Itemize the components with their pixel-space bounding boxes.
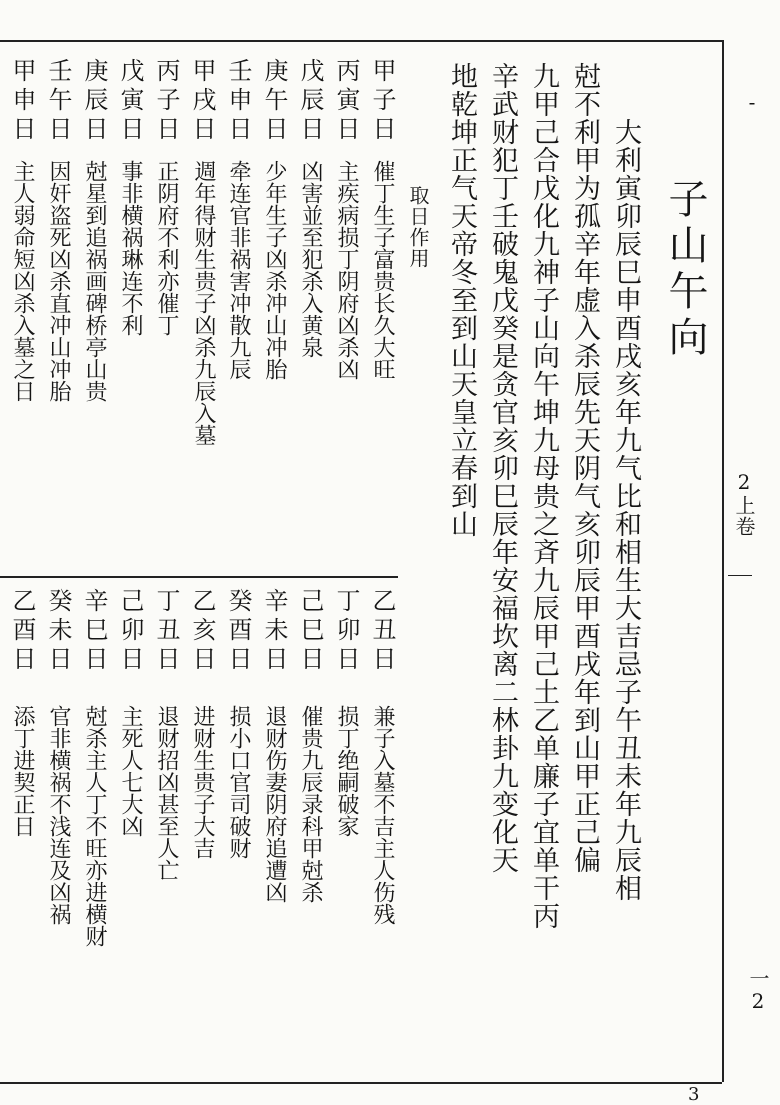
- day-label: 辛未日: [260, 588, 288, 675]
- day-effect: 主死人七大凶: [118, 705, 143, 837]
- day-label: 乙丑日: [368, 588, 396, 675]
- day-effect: 添丁进契正日: [10, 705, 35, 837]
- day-effect: 兼子入墓不吉主人伤残: [370, 705, 395, 925]
- day-label: 乙酉日: [8, 588, 36, 675]
- margin-volume-note: 2上卷: [732, 470, 756, 537]
- page-number: 3: [688, 1084, 700, 1105]
- margin-mark-top: -: [740, 90, 764, 115]
- day-label: 癸未日: [44, 588, 72, 675]
- day-effect: 少年生子凶杀冲山冲胎: [262, 160, 287, 380]
- day-label: 癸酉日: [224, 588, 252, 675]
- day-effect: 退财招凶甚至人亡: [154, 705, 179, 881]
- bottom-rule: [0, 1082, 722, 1084]
- middle-divider: [0, 576, 398, 578]
- day-effect: 主疾病损丁阴府凶杀凶: [334, 160, 359, 380]
- day-label: 庚辰日: [80, 58, 108, 145]
- day-effect: 进财生贵子大吉: [190, 705, 215, 859]
- day-effect: 凶害並至犯杀入黄泉: [298, 160, 323, 358]
- day-effect: 週年得财生贵子凶杀九辰入墓: [191, 160, 216, 446]
- day-effect: 催贵九辰录科甲尅杀: [298, 705, 323, 903]
- top-rule: [0, 40, 722, 42]
- day-label: 丁卯日: [332, 588, 360, 675]
- day-label: 丙寅日: [332, 58, 360, 145]
- intro-line: 尅不利甲为孤辛年虚入杀辰先天阴气亥卯辰甲酉戌年到山甲正己偏: [569, 62, 600, 874]
- day-label: 庚午日: [260, 58, 288, 145]
- day-effect: 牵连官非祸害冲散九辰: [226, 160, 251, 380]
- day-effect: 退财伤妻阴府追遭凶: [262, 705, 287, 903]
- day-effect: 因奸盗死凶杀直冲山冲胎: [46, 160, 71, 402]
- day-effect: 尅星到追祸画碑桥亭山贵: [82, 160, 107, 402]
- intro-line: 九甲己合戊化九神子山向午坤九母贵之斉九辰甲己土乙单廉子宜单干丙: [528, 62, 559, 930]
- day-label: 丁丑日: [152, 588, 180, 675]
- right-rule: [722, 40, 724, 1082]
- day-label: 乙亥日: [188, 588, 216, 675]
- day-label: 戊寅日: [116, 58, 144, 145]
- day-label: 辛巳日: [80, 588, 108, 675]
- day-effect: 正阴府不利亦催丁: [154, 160, 179, 336]
- day-label: 丙子日: [152, 58, 180, 145]
- day-effect: 主人弱命短凶杀入墓之日: [10, 160, 35, 402]
- intro-line: 大利寅卯辰巳申酉戌亥年九气比和相生大吉忌子午丑未年九辰相: [610, 118, 641, 902]
- day-label: 壬午日: [44, 58, 72, 145]
- intro-line: 地乾坤正气天帝冬至到山天皇立春到山: [446, 62, 477, 538]
- margin-underline: [728, 575, 752, 576]
- page-title: 子山午向: [662, 178, 708, 362]
- day-label: 己巳日: [296, 588, 324, 675]
- day-effect: 催丁生子富贵长久大旺: [370, 160, 395, 380]
- margin-mark-bottom: 一2: [746, 968, 770, 1014]
- day-label: 甲戌日: [188, 58, 216, 145]
- intro-line: 辛武财犯丁壬破鬼戊癸是贪官亥卯巳辰年安福坎离二林卦九变化天: [487, 62, 518, 874]
- day-effect: 尅杀主人丁不旺亦进横财: [82, 705, 107, 947]
- day-effect: 官非横祸不浅连及凶祸: [46, 705, 71, 925]
- day-effect: 损丁绝嗣破家: [334, 705, 359, 837]
- day-label: 甲申日: [8, 58, 36, 145]
- day-effect: 损小口官司破财: [226, 705, 251, 859]
- section-heading: 取日作用: [406, 185, 430, 269]
- day-effect: 事非横祸琳连不利: [118, 160, 143, 336]
- day-label: 己卯日: [116, 588, 144, 675]
- day-label: 甲子日: [368, 58, 396, 145]
- day-label: 壬申日: [224, 58, 252, 145]
- day-label: 戊辰日: [296, 58, 324, 145]
